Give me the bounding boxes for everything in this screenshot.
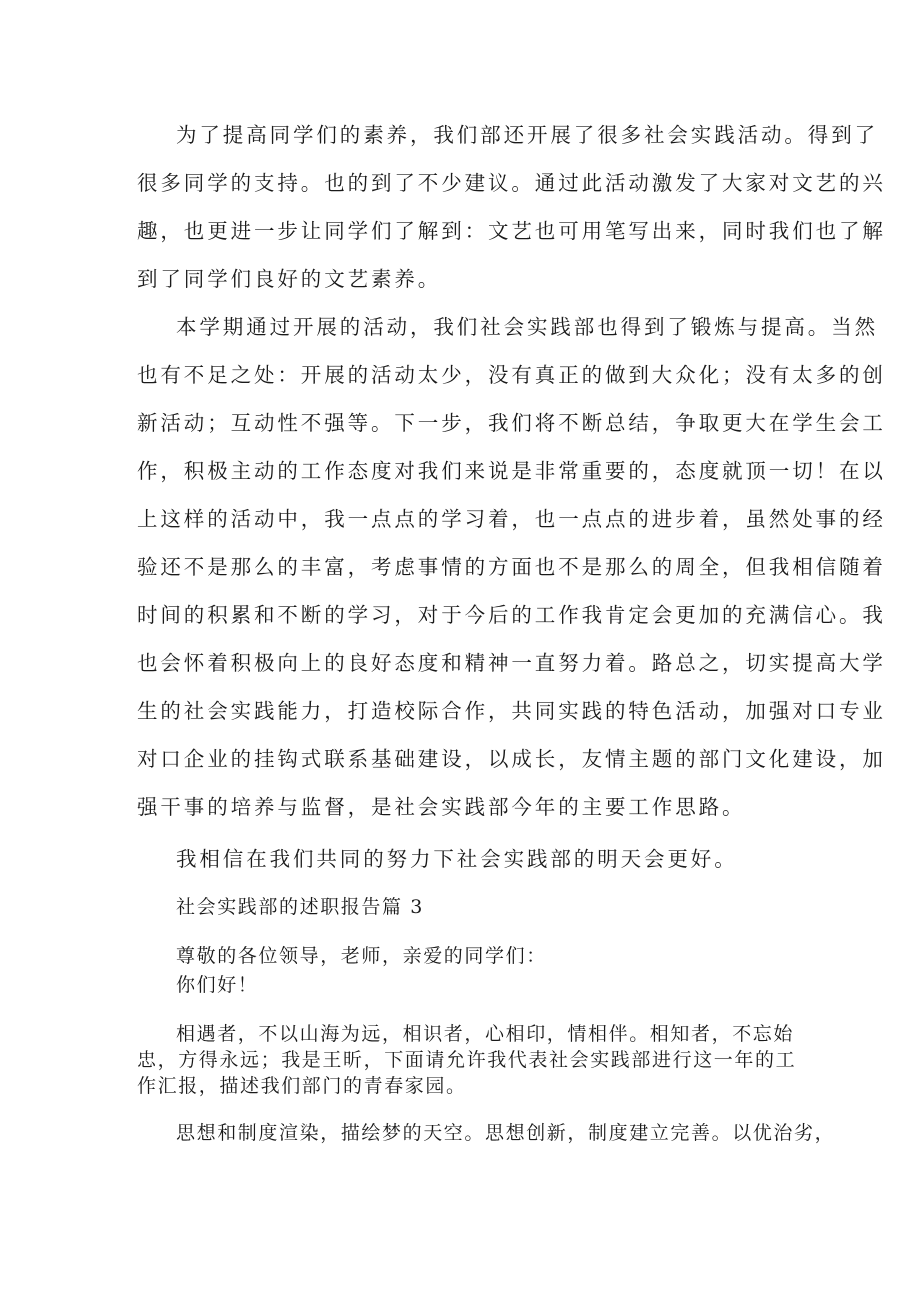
text-line: 作，积极主动的工作态度对我们来说是非常重要的，态度就顶一切！在以 [137,459,886,483]
text-line: 忠，方得永远；我是王昕，下面请允许我代表社会实践部进行这一年的工 [137,1049,797,1071]
text-line: 强干事的培养与监督，是社会实践部今年的主要工作思路。 [137,795,746,819]
text-line: 上这样的活动中，我一点点的学习着，也一点点的进步着，虽然处事的经 [137,507,886,531]
text-line: 时间的积累和不断的学习，对于今后的工作我肯定会更加的充满信心。我 [137,603,886,627]
text-line: 趣，也更进一步让同学们了解到：文艺也可用笔写出来，同时我们也了解 [137,219,886,243]
text-line: 为了提高同学们的素养，我们部还开展了很多社会实践活动。得到了 [176,123,878,147]
paragraph: 思想和制度渲染，描绘梦的天空。思想创新，制度建立完善。以优治劣， [176,1122,836,1144]
text-line: 很多同学的支持。也的到了不少建议。通过此活动激发了大家对文艺的兴 [137,171,886,195]
text-line: 新活动；互动性不强等。下一步，我们将不断总结，争取更大在学生会工 [137,411,886,435]
text-line: 也会怀着积极向上的良好态度和精神一直努力着。路总之，切实提高大学 [137,651,886,675]
text-line: 生的社会实践能力，打造校际合作，共同实践的特色活动，加强对口专业 [137,699,886,723]
text-line: 到了同学们良好的文艺素养。 [137,267,442,291]
section-heading: 社会实践部的述职报告篇 3 [176,896,424,918]
text-line: 本学期通过开展的活动，我们社会实践部也得到了锻炼与提高。当然 [176,315,878,339]
greeting: 你们好！ [176,974,259,996]
text-line: 对口企业的挂钩式联系基础建设，以成长，友情主题的部门文化建设，加 [137,747,886,771]
text-line: 也有不足之处：开展的活动太少，没有真正的做到大众化；没有太多的创 [137,363,886,387]
text-line: 作汇报，描述我们部门的青春家园。 [137,1075,467,1097]
paragraph: 我相信在我们共同的努力下社会实践部的明天会更好。 [176,847,738,871]
text-line: 相遇者，不以山海为远，相识者，心相印，情相伴。相知者，不忘始 [176,1023,795,1045]
salutation: 尊敬的各位领导，老师，亲爱的同学们： [176,945,547,967]
text-line: 验还不是那么的丰富，考虑事情的方面也不是那么的周全，但我相信随着 [137,555,886,579]
